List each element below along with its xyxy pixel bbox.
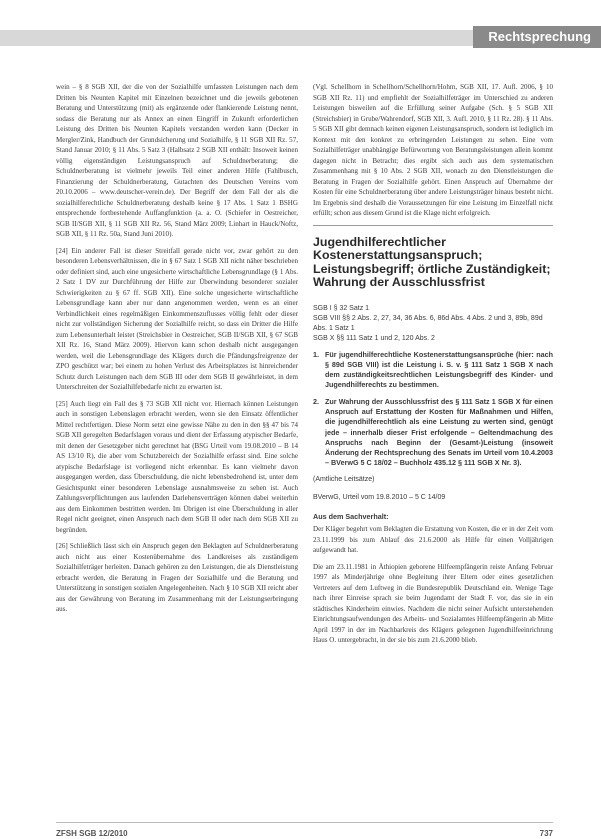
- journal-name: ZFSH SGB 12/2010: [56, 829, 128, 838]
- leitsatz: [313, 397, 553, 469]
- section-title: Rechtsprechung: [473, 26, 601, 48]
- footer-divider: [56, 822, 553, 823]
- paragraph: (Vgl. Schellhorn in Schellhorn/Schellhorn/Hohm, SGB XII, 17. Aufl. 2006, § 10 SGB XII Rz. 11) und empfiehlt der Sozialhilfeträger im Unterschied zu anderen Leistungen bisweilen auf die Erfüllung seiner Aufgabe (Sch. § 5 SGB XII (Streichsbier) in Grube/Wahrendorf, SGB XII, 3. Aufl. 2010, § 11 Rz. 28). § 11 Abs. 5 SGB XII gibt demnach keinen eigenen Leistungsanspruch, sondern ist lediglich im Kontext mit den konkret zu erbringenden Leistungen zu sehen. Eine vom Sozialhilfeträger unabhängige Befürwortung von Beratungsleistungen allein kommt dagegen nicht in Betracht; dies ergibt sich auch aus dem systematischen Zusammenhang mit § 10 Abs. 2 SGB XII, wonach zu den Dienstleistungen die Beratung in Fragen der Sozialhilfe gehört. Einen Anspruch auf Übernahme der Kosten für eine Schuldnerberatung über andere Leistungsträger hinaus besteht nicht. Im Ergebnis sind deshalb die Voraussetzungen für eine Leistung im Einzelfall nicht erfüllt; schon aus diesem Grund ist die Klage nicht erfolgreich.: [313, 83, 553, 217]
- facts-heading: Aus dem Sachverhalt:: [313, 511, 389, 521]
- paragraph: [25] Auch liegt ein Fall des § 73 SGB XII nicht vor. Hiernach können Leistungen auch in sonstigen Lebenslagen erbracht werden, wenn sie den Einsatz öffentlicher Mittel rechtfertigen. Diese Norm setzt eine gewisse Nähe zu den in den §§ 47 bis 74 SGB XII geregelten Bedarfslagen voraus und dient der Erfassung atypischer Bedarfe, mit denen der Gesetzgeber nicht gerechnet hat (BSG Urteil vom 19.08.2010 – B 14 AS 13/10 R), die aber vom Schutzbereich der Sozialhilfe erfasst sind. Eine solche atypische Bedarfslage ist vorliegend nicht erkennbar. Es kann vielmehr davon ausgegangen werden, dass Überschuldung, die nicht lebensbedrohend ist, unter dem Gesichtspunkt einer besonderen Lebenslage ausnahmsweise zu sehen ist. Auch Zahlungsverpflichtungen aus laufenden Darlehensverträgen können dabei weiterhin aus dem Einkommen bestritten werden. Im Übrigen ist eine Überschuldung in aller Regel nicht geeignet, einen Anspruch nach dem SGB II oder nach dem SGB XII zu begründen.: [56, 399, 298, 534]
- leitsatz: [313, 350, 553, 391]
- leitsatz-number: 1.: [313, 349, 319, 359]
- leitsatz-text: Zur Wahrung der Ausschlussfrist des § 111 Satz 1 SGB X für einen Anspruch auf Erstattung der Kosten für Maßnahmen und Hilfen, die jugendhilferechtlich als eine Leistung zu werten sind, genügt jede – innerhalb dieser Frist erfolgende – Geltendmachung des Anspruchs nach Beginn der (Gesamt-)Leistung (insoweit Änderung der Rechtsprechung des Senats im Urteil vom 10.4.2003 – BVerwG 5 C 18/02 – Buchholz 435.12 § 111 SGB X Nr. 3).: [325, 396, 553, 468]
- norm-line: SGB VIII §§ 2 Abs. 2, 27, 34, 36 Abs. 6, 86d Abs. 4 Abs. 2 und 3, 89b, 89d Abs. 1 Satz 1: [313, 314, 543, 332]
- leitsatz-note: (Amtliche Leitsätze): [313, 475, 375, 483]
- paragraph: Der Kläger begehrt vom Beklagten die Erstattung von Kosten, die er in der Zeit vom 23.11.1999 bis zum Ablauf des 21.6.2000 als Hilfe für einen Volljährigen aufgewandt hat.: [313, 525, 553, 555]
- paragraph: wein – § 8 SGB XII, der die von der Sozialhilfe umfassten Leistungen nach dem Dritten bis Neunten Kapitel mit Einzelnen bezeichnet und die jeweils gebotenen Beratung und Unterstützung (mit) als ergänzende oder flankierende Leistung nennt, sodass die Beratung nur als Annex an einen Eingriff in Zukunft erforderlichen Leistung des Dritten bis Neunten Kapitels verstanden werden kann (Decker in Mergler/Zink, Handbuch der Grundsicherung und Sozialhilfe, § 11 SGB XII Rz. 57, Stand Januar 2010; § 11 Abs. 5 Satz 3 (Halbsatz 2 SGB XII enthält: Insoweit keinen völlig eigenständigen Leistungsanspruch auf Schuldnerberatung; die Schuldnerberatung ist vielmehr jeweils Teil einer anderen Hilfe (Fahlbusch, Finanzierung der Schuldnerberatung, Gutachten des Deutschen Vereins vom 20.10.2006 – www.deutscher-verein.de). Der Begriff der dem Fall der als die sozialhilferechtliche Schuldnerberatung deshalb keine § 17 Abs. 1 Satz 1 BSHG entsprechende fortbestehende Auffangfunktion (a. a. O. (Schiefer in Oestreicher, SGB II/SGB XII, § 11 SGB XII Rz. 56, Stand März 2009; Linhart in Hauck/Noftz, SGB XII, § 11 Rz. 50a, Stand Juni 2010).: [56, 83, 298, 238]
- court-citation: BVerwG, Urteil vom 19.8.2010 – 5 C 14/09: [313, 494, 446, 502]
- norms-list: [313, 304, 553, 344]
- paragraph: [26] Schließlich lässt sich ein Anspruch gegen den Beklagten auf Schuldnerberatung auch nicht aus einer Kostenübernahme des Landkreises als zuständigem Sozialhilfeträger herleiten. Danach gehören zu den Leistungen, die als Dienstleistung erbracht werden, die Beratung in Fragen der Sozialhilfe und die Beratung und Unterstützung in sonstigen sozialen Angelegenheiten. Nach § 10 SGB XII reicht aber aus der Gewährung von Beratung im Zusammenhang mit der Leistungserbringung aus.: [56, 542, 298, 613]
- paragraph: [24] Ein anderer Fall ist dieser Streitfall gerade nicht vor, zwar gehört zu den besonderen Lebensverhältnissen, die in § 67 Satz 1 SGB XII nicht näher beschrieben oder definiert sind, auch eine ungesicherte wirtschaftliche Lebensgrundlage (§ 1 Abs. 2 Satz 1 DV zur Durchführung der Hilfe zur Überwindung besonderer sozialer Schwierigkeiten zu § 67 ff. SGB XII). Eine solche ungesicherte wirtschaftliche Lebensgrundlage kann aber nur dann angenommen werden, wenn es an einer Verbindlichkeit eines regelmäßigen Einkommenszuflusses völlig fehlt oder dieser nicht zur vollständigen Sicherung der Sozialhilfe reicht, so dass ein Dritter die Hilfe zum Lebensunterhalt leistet (Streichsbier in Oestreicher, SGB II/SGB XII, § 67 SGB XII Rz. 16, Stand März 2009). Hiervon kann schon deshalb nicht ausgegangen werden, weil die Lebensgrundlage des Klägers durch die Pfändungsfreigrenze der ZPO geschützt war; bei einem zu hohen Verlust des Arbeitsplatzes ist hinreichender Schutz durch Leistungen nach dem SGB III oder dem SGB II gewährleistet, in dem Unterschreiten der Sozialhilfebedarfe nicht zu erwarten ist.: [56, 246, 298, 391]
- leitsatz-number: 2.: [313, 396, 319, 406]
- article-headline: Jugendhilferechtlicher Kostenerstattungsanspruch; Leistungsbegriff; örtliche Zuständigkeit; Wahrung der Ausschlussfrist: [313, 234, 551, 289]
- paragraph: Die am 23.11.1981 in Äthiopien geborene Hilfeempfängerin reiste Anfang Februar 1997 als Minderjährige ohne Begleitung ihrer Eltern oder eines gesetzlichen Vertreters auf dem Luftweg in die Bundesrepublik Deutschland ein. Wenige Tage nach ihrer Einreise sprach sie beim Jugendamt der Stadt F. vor, das sie in ein städtisches Kinderheim einwies. Nachdem die nicht seiner Aufsicht unterstehenden Einrichtungsaufwendungen des Arbeits- und Sozialamtes Hilfeempfängerin ab Mitte April 1997 in der im Nachbarkreis des Klägers gelegenen Jugendhilfeeinrichtung Haus O. untergebracht, in der sie bis zum 21.6.2000 blieb.: [313, 562, 553, 645]
- page-number: 737: [539, 829, 553, 838]
- divider: [313, 225, 553, 226]
- norm-line: SGB I § 32 Satz 1: [313, 304, 370, 312]
- left-column: [56, 82, 298, 621]
- right-column: [313, 82, 553, 652]
- leitsatz-text: Für jugendhilferechtliche Kostenerstattungsansprüche (hier: nach § 89d SGB VIII) ist die Leistung i. S. v. § 111 Satz 1 SGB X nach dem zuständigkeitsrechtlichen Leistungsbegriff des Kinder- und Jugendhilferechts zu bestimmen.: [325, 349, 553, 390]
- norm-line: SGB X §§ 111 Satz 1 und 2, 120 Abs. 2: [313, 334, 435, 342]
